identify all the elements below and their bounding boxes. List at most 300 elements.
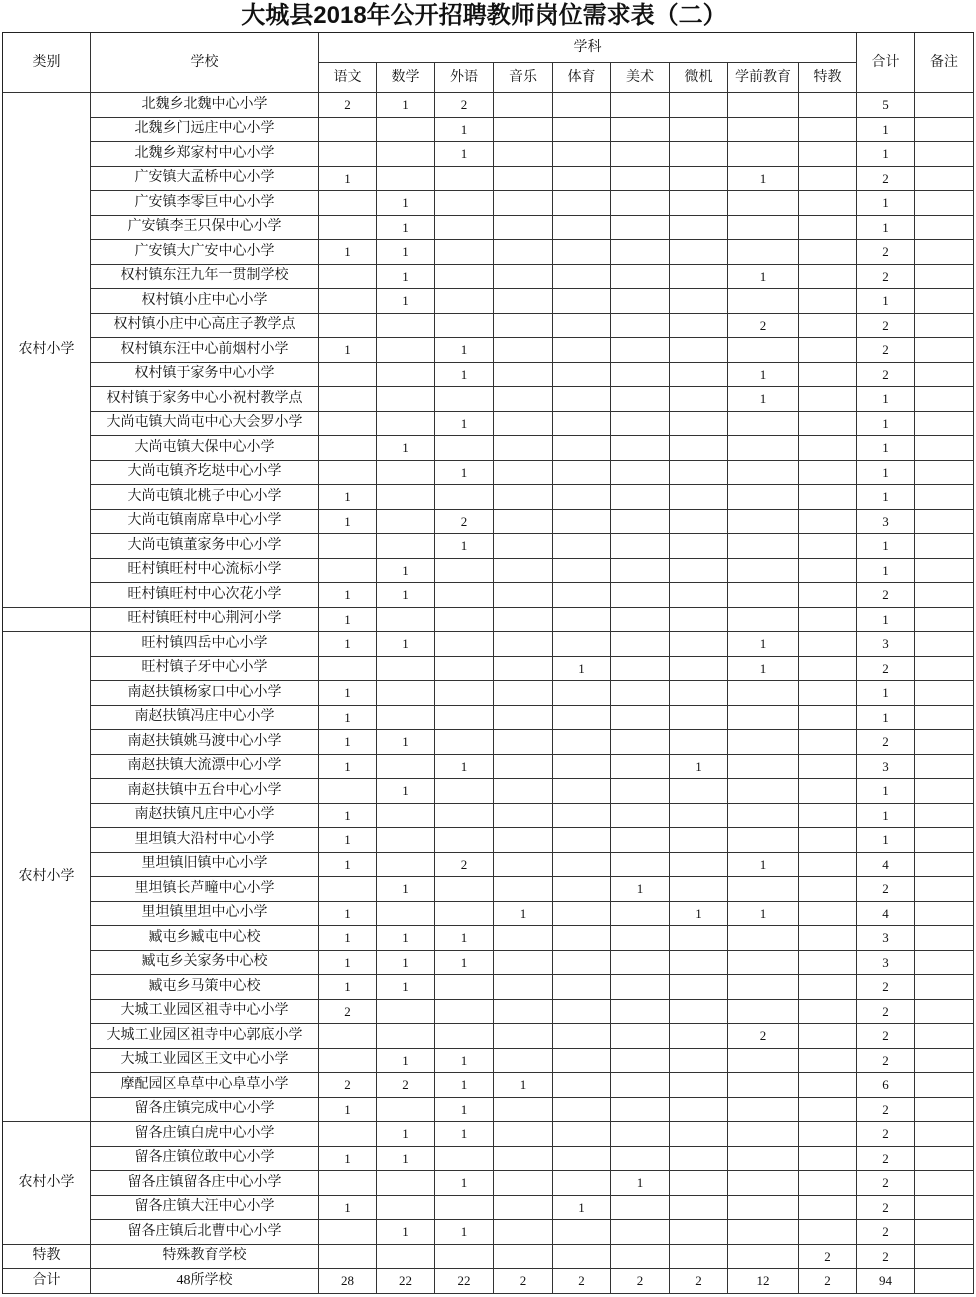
count-cell-preschool — [728, 951, 799, 976]
count-cell-foreign-language — [435, 902, 494, 927]
header-subject-foreign-language: 外语 — [435, 63, 494, 93]
remarks-cell — [915, 412, 974, 437]
count-cell-chinese — [319, 461, 377, 486]
count-cell-art — [611, 1098, 670, 1123]
count-cell-pe — [553, 240, 611, 265]
school-name-cell: 广安镇大孟桥中心小学 — [91, 167, 319, 192]
count-cell-pe — [553, 216, 611, 241]
count-cell-math — [377, 755, 435, 780]
count-cell-special-ed — [799, 877, 857, 902]
count-cell-music — [494, 828, 553, 853]
header-subject-music: 音乐 — [494, 63, 553, 93]
category-cell: 农村小学 — [3, 93, 91, 608]
count-cell-foreign-language — [435, 877, 494, 902]
count-cell-music — [494, 461, 553, 486]
count-cell-music — [494, 632, 553, 657]
count-cell-music — [494, 485, 553, 510]
count-cell-math: 1 — [377, 240, 435, 265]
remarks-cell — [915, 191, 974, 216]
count-cell-preschool: 1 — [728, 363, 799, 388]
count-cell-special-ed — [799, 289, 857, 314]
remarks-cell — [915, 951, 974, 976]
count-cell-computer — [670, 559, 728, 584]
remarks-cell — [915, 975, 974, 1000]
count-cell-music — [494, 1049, 553, 1074]
remarks-cell — [915, 1098, 974, 1123]
row-total-cell: 2 — [857, 583, 915, 608]
count-cell-math: 1 — [377, 926, 435, 951]
count-cell-computer — [670, 93, 728, 118]
count-cell-chinese: 1 — [319, 828, 377, 853]
header-subject-math: 数学 — [377, 63, 435, 93]
school-name-cell: 大尚屯镇南席阜中心小学 — [91, 510, 319, 535]
count-cell-computer — [670, 436, 728, 461]
count-cell-computer — [670, 853, 728, 878]
count-cell-foreign-language — [435, 804, 494, 829]
count-cell-music — [494, 216, 553, 241]
count-cell-chinese: 1 — [319, 485, 377, 510]
row-total-cell: 1 — [857, 485, 915, 510]
count-cell-special-ed — [799, 706, 857, 731]
count-cell-chinese — [319, 387, 377, 412]
row-total-cell: 2 — [857, 657, 915, 682]
count-cell-chinese: 1 — [319, 632, 377, 657]
count-cell-special-ed — [799, 1098, 857, 1123]
count-cell-math — [377, 363, 435, 388]
count-cell-art — [611, 142, 670, 167]
school-name-cell: 广安镇李王只保中心小学 — [91, 216, 319, 241]
count-cell-special-ed — [799, 216, 857, 241]
count-cell-special-ed — [799, 314, 857, 339]
count-cell-math — [377, 902, 435, 927]
count-cell-art — [611, 461, 670, 486]
remarks-cell — [915, 289, 974, 314]
count-cell-math: 1 — [377, 191, 435, 216]
count-cell-special-ed — [799, 93, 857, 118]
count-cell-foreign-language: 1 — [435, 142, 494, 167]
count-cell-foreign-language — [435, 559, 494, 584]
count-cell-foreign-language: 1 — [435, 951, 494, 976]
count-cell-art — [611, 1073, 670, 1098]
count-cell-chinese — [319, 534, 377, 559]
school-name-cell: 广安镇李零巨中心小学 — [91, 191, 319, 216]
count-cell-music — [494, 706, 553, 731]
count-cell-art — [611, 730, 670, 755]
count-cell-computer — [670, 1171, 728, 1196]
row-total-cell: 4 — [857, 853, 915, 878]
count-cell-pe — [553, 1073, 611, 1098]
remarks-cell — [915, 730, 974, 755]
count-cell-math — [377, 534, 435, 559]
count-cell-foreign-language — [435, 485, 494, 510]
school-name-cell: 旺村镇四岳中心小学 — [91, 632, 319, 657]
count-cell-pe — [553, 706, 611, 731]
count-cell-special-ed — [799, 191, 857, 216]
count-cell-preschool — [728, 191, 799, 216]
count-cell-chinese — [319, 363, 377, 388]
summary-school-count: 48所学校 — [91, 1269, 319, 1294]
count-cell-math: 1 — [377, 1220, 435, 1245]
count-cell-music — [494, 804, 553, 829]
count-cell-foreign-language: 1 — [435, 118, 494, 143]
row-total-cell: 2 — [857, 1098, 915, 1123]
row-total-cell: 1 — [857, 191, 915, 216]
count-cell-pe — [553, 975, 611, 1000]
count-cell-preschool — [728, 1122, 799, 1147]
count-cell-math: 1 — [377, 1049, 435, 1074]
count-cell-preschool — [728, 1196, 799, 1221]
row-total-cell: 2 — [857, 1024, 915, 1049]
count-cell-chinese — [319, 657, 377, 682]
count-cell-pe — [553, 1049, 611, 1074]
count-cell-foreign-language — [435, 1147, 494, 1172]
school-name-cell: 里坦镇里坦中心小学 — [91, 902, 319, 927]
school-name-cell: 南赵扶镇杨家口中心小学 — [91, 681, 319, 706]
school-name-cell: 广安镇大广安中心小学 — [91, 240, 319, 265]
count-cell-pe — [553, 608, 611, 633]
count-cell-foreign-language — [435, 240, 494, 265]
remarks-cell — [915, 1171, 974, 1196]
count-cell-math: 1 — [377, 632, 435, 657]
count-cell-pe — [553, 1000, 611, 1025]
count-cell-art — [611, 657, 670, 682]
count-cell-foreign-language — [435, 1196, 494, 1221]
count-cell-pe — [553, 755, 611, 780]
count-cell-preschool — [728, 510, 799, 535]
count-cell-chinese: 1 — [319, 975, 377, 1000]
count-cell-chinese: 1 — [319, 338, 377, 363]
row-total-cell: 1 — [857, 534, 915, 559]
count-cell-music — [494, 436, 553, 461]
count-cell-foreign-language: 2 — [435, 510, 494, 535]
count-cell-math: 1 — [377, 583, 435, 608]
count-cell-pe — [553, 191, 611, 216]
school-name-cell: 权村镇于家务中心小祝村教学点 — [91, 387, 319, 412]
count-cell-music — [494, 314, 553, 339]
count-cell-music: 1 — [494, 1073, 553, 1098]
count-cell-foreign-language — [435, 216, 494, 241]
school-name-cell: 南赵扶镇冯庄中心小学 — [91, 706, 319, 731]
row-total-cell: 2 — [857, 1245, 915, 1270]
remarks-cell — [915, 608, 974, 633]
count-cell-math: 1 — [377, 265, 435, 290]
school-name-cell: 大尚屯镇齐圪垯中心小学 — [91, 461, 319, 486]
count-cell-foreign-language — [435, 730, 494, 755]
row-total-cell: 1 — [857, 461, 915, 486]
count-cell-chinese: 1 — [319, 1147, 377, 1172]
count-cell-special-ed — [799, 755, 857, 780]
count-cell-pe — [553, 387, 611, 412]
remarks-cell — [915, 804, 974, 829]
count-cell-art — [611, 387, 670, 412]
count-cell-art — [611, 559, 670, 584]
count-cell-art — [611, 534, 670, 559]
count-cell-chinese: 2 — [319, 1073, 377, 1098]
count-cell-art: 1 — [611, 1171, 670, 1196]
school-name-cell: 大城工业园区祖寺中心郭底小学 — [91, 1024, 319, 1049]
school-name-cell: 旺村镇子牙中心小学 — [91, 657, 319, 682]
count-cell-math — [377, 412, 435, 437]
count-cell-music — [494, 191, 553, 216]
count-cell-math — [377, 657, 435, 682]
count-cell-art — [611, 853, 670, 878]
count-cell-art — [611, 1049, 670, 1074]
count-cell-foreign-language: 1 — [435, 461, 494, 486]
count-cell-chinese — [319, 216, 377, 241]
count-cell-math: 1 — [377, 951, 435, 976]
count-cell-art — [611, 338, 670, 363]
remarks-cell — [915, 828, 974, 853]
count-cell-special-ed — [799, 265, 857, 290]
count-cell-pe — [553, 1122, 611, 1147]
count-cell-math — [377, 1245, 435, 1270]
count-cell-pe — [553, 1245, 611, 1270]
remarks-cell — [915, 706, 974, 731]
count-cell-special-ed — [799, 926, 857, 951]
count-cell-computer — [670, 216, 728, 241]
header-subject-group: 学科 — [319, 33, 857, 63]
count-cell-special-ed — [799, 387, 857, 412]
count-cell-music — [494, 1196, 553, 1221]
count-cell-special-ed — [799, 730, 857, 755]
count-cell-special-ed — [799, 534, 857, 559]
count-cell-chinese — [319, 1049, 377, 1074]
count-cell-math — [377, 387, 435, 412]
count-cell-art — [611, 951, 670, 976]
remarks-cell — [915, 1220, 974, 1245]
remarks-cell — [915, 1196, 974, 1221]
remarks-cell — [915, 853, 974, 878]
count-cell-preschool — [728, 216, 799, 241]
count-cell-computer — [670, 314, 728, 339]
count-cell-chinese — [319, 289, 377, 314]
count-cell-music — [494, 510, 553, 535]
row-total-cell: 2 — [857, 240, 915, 265]
count-cell-computer — [670, 485, 728, 510]
count-cell-computer — [670, 1122, 728, 1147]
count-cell-preschool — [728, 1220, 799, 1245]
row-total-cell: 1 — [857, 608, 915, 633]
count-cell-preschool: 1 — [728, 853, 799, 878]
remarks-cell — [915, 240, 974, 265]
row-total-cell: 2 — [857, 1122, 915, 1147]
count-cell-computer — [670, 1098, 728, 1123]
count-cell-chinese — [319, 191, 377, 216]
count-cell-art — [611, 804, 670, 829]
count-cell-chinese: 1 — [319, 240, 377, 265]
row-total-cell: 1 — [857, 412, 915, 437]
remarks-cell — [915, 436, 974, 461]
count-cell-preschool — [728, 534, 799, 559]
count-cell-preschool — [728, 338, 799, 363]
count-cell-chinese: 1 — [319, 902, 377, 927]
count-cell-chinese — [319, 779, 377, 804]
count-cell-chinese: 2 — [319, 93, 377, 118]
count-cell-art — [611, 755, 670, 780]
count-cell-foreign-language — [435, 828, 494, 853]
school-name-cell: 摩配园区阜草中心阜草小学 — [91, 1073, 319, 1098]
school-name-cell: 里坦镇旧镇中心小学 — [91, 853, 319, 878]
school-name-cell: 旺村镇旺村中心次花小学 — [91, 583, 319, 608]
school-name-cell: 留各庄镇白虎中心小学 — [91, 1122, 319, 1147]
row-total-cell: 1 — [857, 436, 915, 461]
count-cell-math — [377, 1196, 435, 1221]
count-cell-math — [377, 1000, 435, 1025]
remarks-cell — [915, 265, 974, 290]
count-cell-computer: 1 — [670, 755, 728, 780]
count-cell-special-ed — [799, 1122, 857, 1147]
count-cell-preschool — [728, 1098, 799, 1123]
count-cell-special-ed — [799, 853, 857, 878]
count-cell-computer — [670, 975, 728, 1000]
count-cell-computer — [670, 1196, 728, 1221]
count-cell-pe — [553, 1147, 611, 1172]
row-total-cell: 2 — [857, 1147, 915, 1172]
summary-count-preschool: 12 — [728, 1269, 799, 1294]
count-cell-math — [377, 314, 435, 339]
row-total-cell: 2 — [857, 314, 915, 339]
count-cell-computer — [670, 926, 728, 951]
row-total-cell: 1 — [857, 559, 915, 584]
count-cell-art — [611, 681, 670, 706]
count-cell-special-ed — [799, 461, 857, 486]
count-cell-special-ed — [799, 632, 857, 657]
school-name-cell: 大尚屯镇大保中心小学 — [91, 436, 319, 461]
count-cell-music — [494, 926, 553, 951]
count-cell-computer — [670, 167, 728, 192]
remarks-cell — [915, 1245, 974, 1270]
count-cell-music — [494, 1098, 553, 1123]
count-cell-pe — [553, 412, 611, 437]
count-cell-preschool: 2 — [728, 1024, 799, 1049]
row-total-cell: 5 — [857, 93, 915, 118]
count-cell-special-ed — [799, 828, 857, 853]
header-school: 学校 — [91, 33, 319, 93]
school-name-cell: 里坦镇大沿村中心小学 — [91, 828, 319, 853]
school-name-cell: 南赵扶镇凡庄中心小学 — [91, 804, 319, 829]
count-cell-special-ed — [799, 436, 857, 461]
school-name-cell: 留各庄镇大汪中心小学 — [91, 1196, 319, 1221]
count-cell-computer — [670, 265, 728, 290]
count-cell-preschool — [728, 436, 799, 461]
summary-count-computer: 2 — [670, 1269, 728, 1294]
count-cell-computer — [670, 828, 728, 853]
remarks-cell — [915, 902, 974, 927]
summary-label: 合计 — [3, 1269, 91, 1294]
count-cell-foreign-language: 1 — [435, 1098, 494, 1123]
count-cell-math: 1 — [377, 436, 435, 461]
count-cell-chinese — [319, 118, 377, 143]
count-cell-art — [611, 1147, 670, 1172]
count-cell-math: 1 — [377, 93, 435, 118]
count-cell-pe — [553, 951, 611, 976]
row-total-cell: 1 — [857, 681, 915, 706]
count-cell-art — [611, 1220, 670, 1245]
school-name-cell: 南赵扶镇大流漂中心小学 — [91, 755, 319, 780]
count-cell-chinese: 1 — [319, 730, 377, 755]
school-name-cell: 北魏乡门远庄中心小学 — [91, 118, 319, 143]
count-cell-music: 1 — [494, 902, 553, 927]
count-cell-art — [611, 706, 670, 731]
count-cell-preschool — [728, 289, 799, 314]
count-cell-art: 1 — [611, 877, 670, 902]
remarks-cell — [915, 559, 974, 584]
count-cell-chinese: 1 — [319, 608, 377, 633]
summary-count-chinese: 28 — [319, 1269, 377, 1294]
count-cell-music — [494, 338, 553, 363]
count-cell-music — [494, 167, 553, 192]
count-cell-computer — [670, 730, 728, 755]
count-cell-music — [494, 93, 553, 118]
count-cell-special-ed — [799, 975, 857, 1000]
remarks-cell — [915, 1049, 974, 1074]
count-cell-special-ed — [799, 1073, 857, 1098]
count-cell-art — [611, 1024, 670, 1049]
count-cell-preschool — [728, 1245, 799, 1270]
count-cell-computer — [670, 1024, 728, 1049]
count-cell-math — [377, 167, 435, 192]
count-cell-pe — [553, 926, 611, 951]
count-cell-preschool: 1 — [728, 657, 799, 682]
school-name-cell: 留各庄镇位敢中心小学 — [91, 1147, 319, 1172]
count-cell-foreign-language — [435, 706, 494, 731]
count-cell-preschool — [728, 461, 799, 486]
count-cell-special-ed — [799, 1049, 857, 1074]
count-cell-special-ed — [799, 951, 857, 976]
count-cell-pe — [553, 314, 611, 339]
count-cell-music — [494, 1245, 553, 1270]
school-name-cell: 权村镇小庄中心小学 — [91, 289, 319, 314]
count-cell-pe — [553, 118, 611, 143]
count-cell-art — [611, 779, 670, 804]
row-total-cell: 2 — [857, 1171, 915, 1196]
count-cell-computer — [670, 632, 728, 657]
count-cell-math: 2 — [377, 1073, 435, 1098]
count-cell-music — [494, 877, 553, 902]
count-cell-music — [494, 1000, 553, 1025]
count-cell-foreign-language — [435, 1024, 494, 1049]
count-cell-computer — [670, 779, 728, 804]
count-cell-preschool — [728, 828, 799, 853]
count-cell-pe — [553, 363, 611, 388]
count-cell-preschool — [728, 804, 799, 829]
remarks-cell — [915, 755, 974, 780]
school-name-cell: 留各庄镇后北曹中心小学 — [91, 1220, 319, 1245]
remarks-cell — [915, 681, 974, 706]
count-cell-special-ed — [799, 1000, 857, 1025]
count-cell-preschool — [728, 681, 799, 706]
count-cell-music — [494, 1024, 553, 1049]
count-cell-art — [611, 485, 670, 510]
count-cell-preschool — [728, 975, 799, 1000]
count-cell-special-ed — [799, 363, 857, 388]
row-total-cell: 3 — [857, 755, 915, 780]
row-total-cell: 2 — [857, 265, 915, 290]
header-subject-computer: 微机 — [670, 63, 728, 93]
count-cell-preschool — [728, 118, 799, 143]
row-total-cell: 3 — [857, 951, 915, 976]
school-name-cell: 南赵扶镇姚马渡中心小学 — [91, 730, 319, 755]
count-cell-special-ed — [799, 902, 857, 927]
count-cell-pe — [553, 338, 611, 363]
count-cell-math: 1 — [377, 975, 435, 1000]
count-cell-foreign-language — [435, 657, 494, 682]
count-cell-chinese — [319, 1024, 377, 1049]
count-cell-pe — [553, 632, 611, 657]
count-cell-preschool — [728, 1000, 799, 1025]
count-cell-music — [494, 853, 553, 878]
count-cell-computer — [670, 412, 728, 437]
